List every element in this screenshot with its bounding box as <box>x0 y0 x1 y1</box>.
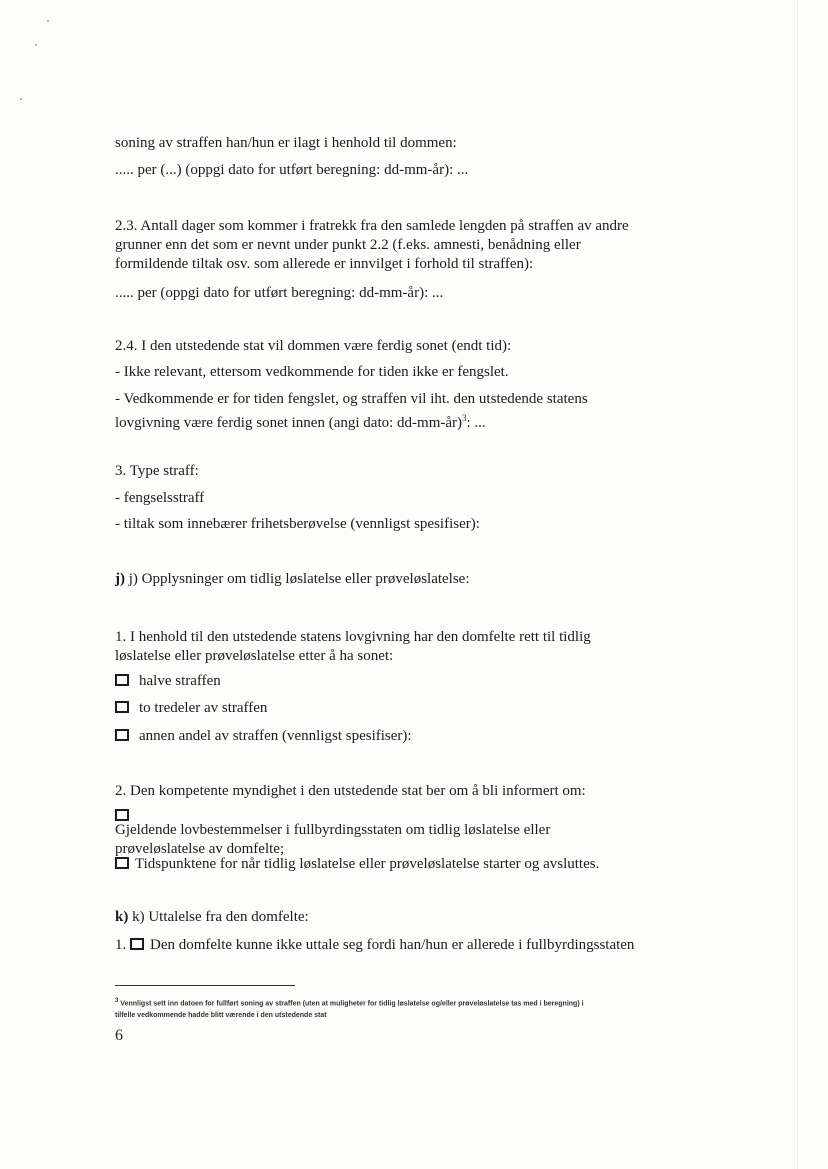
footnote <box>115 995 705 1022</box>
checkbox-label: Tidspunktene for når tidlig løslatelse eller prøveløslatelse starter og avsluttes. <box>135 856 600 872</box>
checkbox-release-dates[interactable] <box>115 857 129 869</box>
option-prison: - fengselsstraff <box>115 490 205 506</box>
scan-edge-line <box>797 0 798 1169</box>
text-line-body: lovgivning være ferdig sonet innen (angi dato: dd-mm-år) <box>115 415 462 431</box>
calculation-date-line: ..... per (...) (oppgi dato for utført beregning: dd-mm-år): ... <box>115 162 469 178</box>
checkbox-row <box>115 935 690 955</box>
text-line: prøveløslatelse av domfelte; <box>115 841 285 857</box>
checkbox-row <box>115 698 690 718</box>
section-j-question-2: 2. Den kompetente myndighet i den utstedende stat ber om å bli informert om: <box>115 783 586 799</box>
checkbox-two-thirds[interactable] <box>115 701 129 713</box>
text-line: - Vedkommende er for tiden fengslet, og straffen vil iht. den utstedende statens <box>115 391 588 407</box>
text-line-tail: : ... <box>466 415 486 431</box>
section-k-title: k) Uttalelse fra den domfelte: <box>132 909 309 925</box>
footnote-number: 3 <box>115 998 119 1004</box>
footnote-ref: 3 <box>462 413 467 423</box>
page-number: 6 <box>115 1027 123 1044</box>
section-j-question-1 <box>115 628 690 666</box>
scan-speck <box>20 98 22 100</box>
section-letter: j) <box>115 571 125 587</box>
scan-speck <box>35 44 37 46</box>
footnote-divider <box>115 985 295 986</box>
section-letter: k) <box>115 909 129 925</box>
checkbox-row <box>115 671 690 691</box>
text-line: 2.3. Antall dager som kommer i fratrekk fra den samlede lengden på straffen av andre <box>115 218 629 234</box>
calculation-date-line: ..... per (oppgi dato for utført beregning: dd-mm-år): ... <box>115 285 444 301</box>
section-j-heading <box>115 569 690 589</box>
checkbox-other-portion[interactable] <box>115 729 129 741</box>
checkbox-applicable-provisions[interactable] <box>115 809 129 821</box>
option-not-relevant: - Ikke relevant, ettersom vedkommende for tiden ikke er fengslet. <box>115 364 509 380</box>
checkbox-row <box>115 726 690 746</box>
section-2-4-heading: 2.4. I den utstedende stat vil dommen være ferdig sonet (endt tid): <box>115 338 512 354</box>
checkbox-label: Den domfelte kunne ikke uttale seg fordi han/hun er allerede i fullbyrdingsstaten <box>150 937 635 953</box>
text-line <box>115 809 690 840</box>
section-j-title: j) Opplysninger om tidlig løslatelse eller prøveløslatelse: <box>128 571 470 587</box>
checkbox-label: Gjeldende lovbestemmelser i fullbyrdingsstaten om tidlig løslatelse eller <box>115 822 551 838</box>
checkbox-row <box>115 809 690 859</box>
section-k-heading <box>115 907 690 927</box>
text-line <box>115 409 690 433</box>
item-number: 1. <box>115 937 127 953</box>
checkbox-label: halve straffen <box>139 673 221 689</box>
footnote-line-2: tilfelle vedkommende hadde blitt værende i den utstedende stat <box>115 1012 327 1020</box>
section-2-3 <box>115 217 690 274</box>
checkbox-half-sentence[interactable] <box>115 674 129 686</box>
text-line: grunner enn det som er nevnt under punkt 2.2 (f.eks. amnesti, benådning eller <box>115 237 581 253</box>
option-imprisoned <box>115 390 690 433</box>
checkbox-row <box>115 854 690 874</box>
text-line: soning av straffen han/hun er ilagt i henhold til dommen: <box>115 135 457 151</box>
text-line: løslatelse eller prøveløslatelse etter å ha sonet: <box>115 648 394 664</box>
checkbox-could-not-comment[interactable] <box>130 938 144 950</box>
footnote-line-1 <box>115 995 705 1010</box>
scan-speck <box>47 20 49 22</box>
checkbox-label: annen andel av straffen (vennligst spesifiser): <box>139 728 412 744</box>
section-3-heading: 3. Type straff: <box>115 463 199 479</box>
option-deprivation-of-liberty: - tiltak som innebærer frihetsberøvelse (vennligst spesifiser): <box>115 516 480 532</box>
checkbox-label: to tredeler av straffen <box>139 700 268 716</box>
text-line: formildende tiltak osv. som allerede er innvilget i forhold til straffen): <box>115 256 534 272</box>
text-line: 1. I henhold til den utstedende statens lovgivning har den domfelte rett til tidlig <box>115 629 591 645</box>
footnote-text: Vennligst sett inn datoen for fullført soning av straffen (uten at muligheter for tidlig løslatelse og/eller prøveløslatelse tas med i beregning) i <box>120 1000 584 1008</box>
